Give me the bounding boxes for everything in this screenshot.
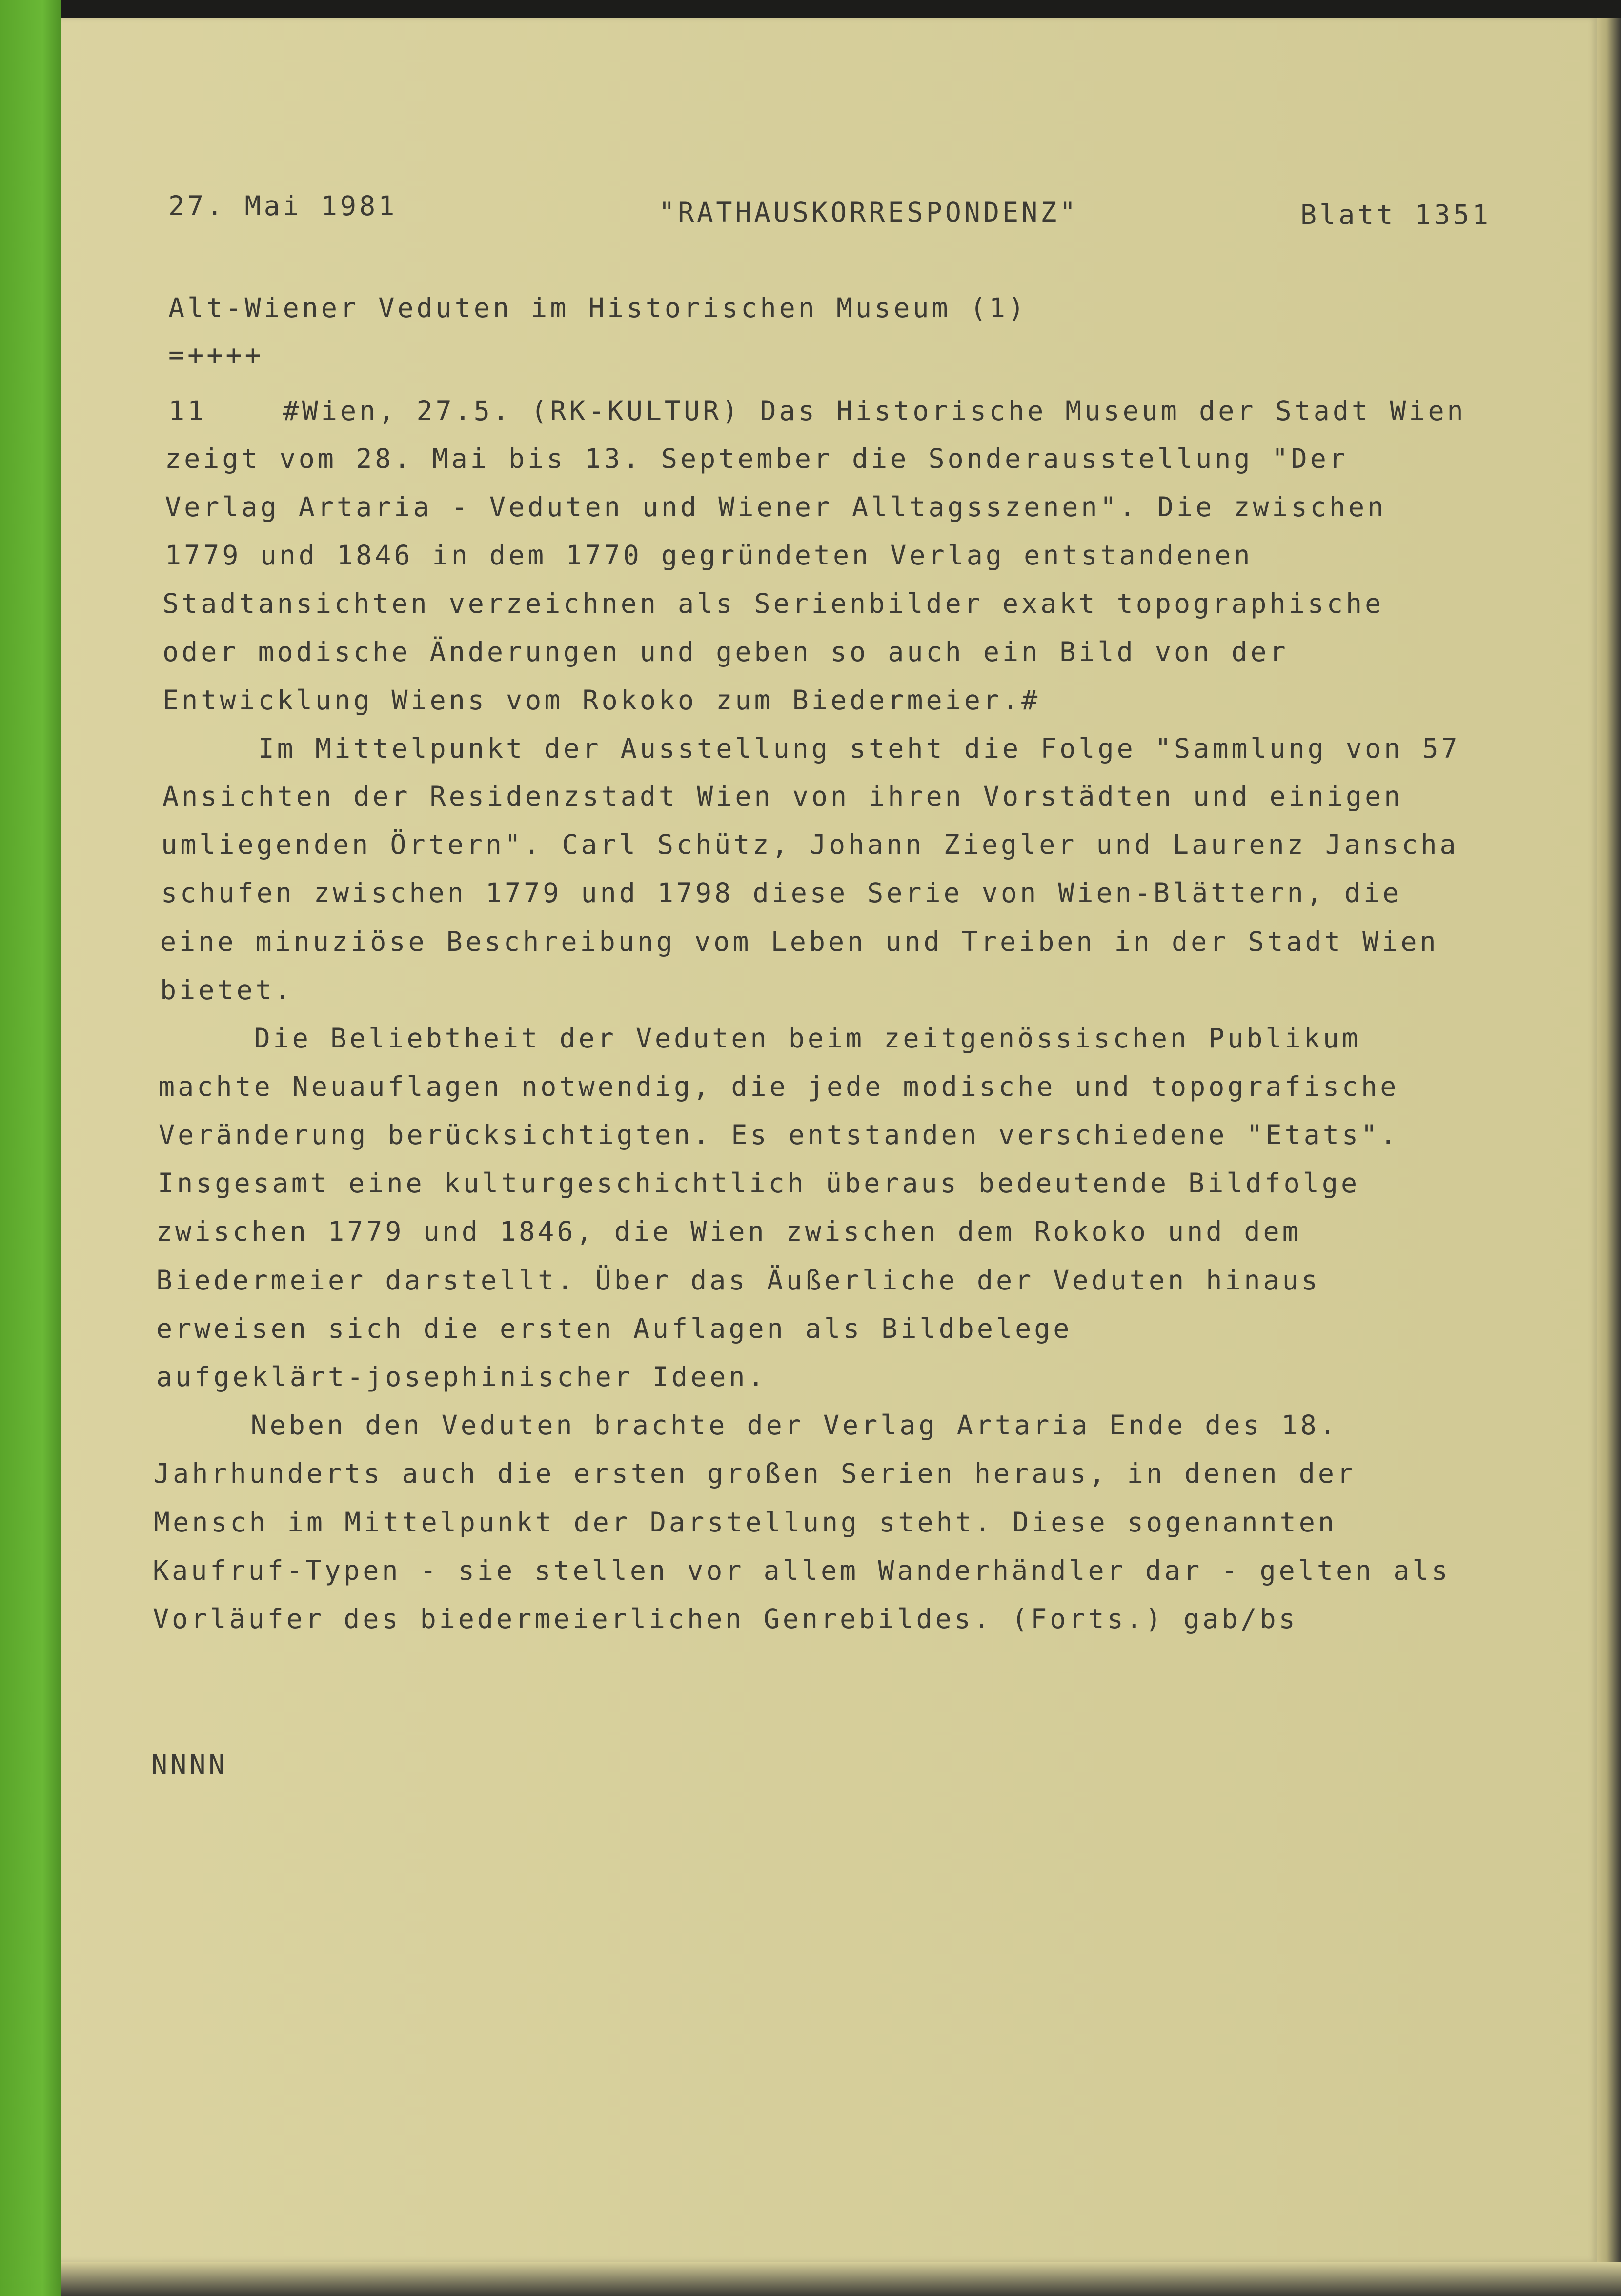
- body-line: Entwicklung Wiens vom Rokoko zum Biedermeier.#: [162, 685, 1041, 716]
- header-publication: "RATHAUSKORRESPONDENZ": [659, 197, 1079, 228]
- body-line: 1779 und 1846 in dem 1770 gegründeten Verlag entstandenen: [165, 540, 1253, 571]
- end-marker: NNNN: [151, 1749, 228, 1780]
- body-line: Mensch im Mittelpunkt der Darstellung steht. Diese sogenannten: [154, 1507, 1337, 1538]
- body-line: Die Beliebtheit der Veduten beim zeitgenössischen Publikum: [159, 1023, 1361, 1054]
- body-line: Kaufruf-Typen - sie stellen vor allem Wanderhändler dar - gelten als: [153, 1555, 1451, 1586]
- body-line: Veränderung berücksichtigten. Es entstanden verschiedene "Etats".: [159, 1119, 1399, 1150]
- body-line: aufgeklärt-josephinischer Ideen.: [156, 1361, 767, 1392]
- body-line: Verlag Artaria - Veduten und Wiener Alltagsszenen". Die zwischen: [165, 491, 1387, 523]
- body-line: Ansichten der Residenzstadt Wien von ihren Vorstädten und einigen: [162, 781, 1403, 812]
- body-line: Vorläufer des biedermeierlichen Genrebildes. (Forts.) gab/bs: [153, 1603, 1298, 1634]
- body-line: Biedermeier darstellt. Über das Äußerliche der Veduten hinaus: [156, 1265, 1320, 1296]
- article-marker: =++++: [168, 339, 264, 370]
- body-line: Im Mittelpunkt der Ausstellung steht die Folge "Sammlung von 57: [162, 733, 1460, 764]
- header-date: 27. Mai 1981: [168, 190, 398, 222]
- body-line: Jahrhunderts auch die ersten großen Serien heraus, in denen der: [154, 1458, 1357, 1489]
- article-title: Alt-Wiener Veduten im Historischen Museum (1): [168, 292, 1028, 323]
- body-line: zeigt vom 28. Mai bis 13. September die Sonderausstellung "Der: [165, 443, 1348, 474]
- body-line: oder modische Änderungen und geben so auch ein Bild von der: [162, 636, 1289, 667]
- body-line: umliegenden Örtern". Carl Schütz, Johann Ziegler und Laurenz Janscha: [161, 829, 1459, 860]
- scan-top-border: [0, 0, 1621, 18]
- body-line: machte Neuauflagen notwendig, die jede modische und topografische: [159, 1071, 1399, 1102]
- body-line: Neben den Veduten brachte der Verlag Artaria Ende des 18.: [155, 1410, 1338, 1441]
- body-line: 11 #Wien, 27.5. (RK-KULTUR) Das Historische Museum der Stadt Wien: [168, 395, 1466, 426]
- body-line: Insgesamt eine kulturgeschichtlich überaus bedeutende Bildfolge: [158, 1168, 1360, 1199]
- body-line: zwischen 1779 und 1846, die Wien zwischen dem Rokoko und dem: [156, 1216, 1301, 1247]
- body-line: erweisen sich die ersten Auflagen als Bildbelege: [156, 1313, 1073, 1344]
- scan-bottom-border: [55, 2262, 1621, 2296]
- body-line: Stadtansichten verzeichnen als Serienbilder exakt topographische: [162, 588, 1384, 619]
- page-edge: [1597, 18, 1621, 2296]
- body-line: bietet.: [160, 974, 294, 1006]
- header-sheet-number: Blatt 1351: [1300, 199, 1492, 230]
- body-line: schufen zwischen 1779 und 1798 diese Serie von Wien-Blättern, die: [161, 877, 1402, 908]
- body-line: eine minuziöse Beschreibung vom Leben und Treiben in der Stadt Wien: [160, 926, 1439, 957]
- green-binding-strip: [0, 0, 61, 2296]
